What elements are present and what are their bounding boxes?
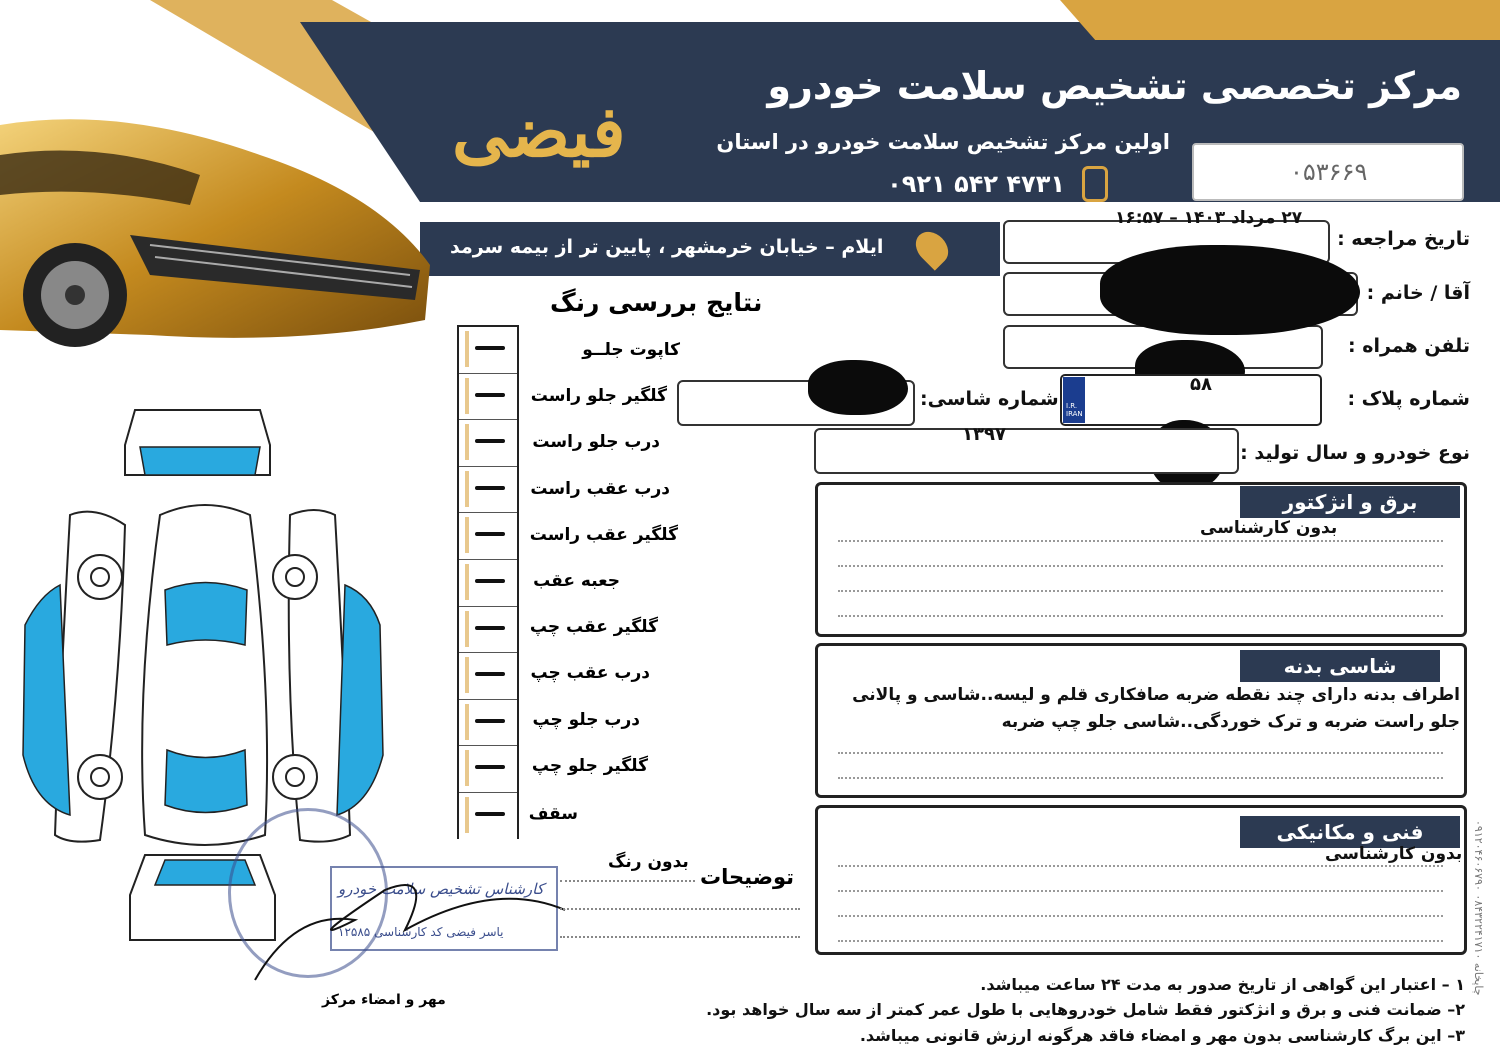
dotted-line <box>838 915 1443 917</box>
chassis-label: شماره شاسی: <box>920 388 1059 410</box>
plate-label: شماره پلاک : <box>1347 388 1470 410</box>
dotted-line <box>838 615 1443 617</box>
brand-name: فیضی <box>452 90 626 173</box>
paint-label-trunk: جعبه عقب <box>533 571 620 591</box>
dotted-line <box>560 908 800 910</box>
dotted-line <box>838 565 1443 567</box>
subtitle: اولین مرکز تشخیص سلامت خودرو در استان <box>716 130 1170 154</box>
dotted-line <box>838 752 1443 754</box>
address-text: ایلام – خیابان خرمشهر ، پایین تر از بیمه سرمد <box>450 236 884 258</box>
footer-note-2: ۲– ضمانت فنی و برق و انژکتور فقط شامل خودروهایی با طول عمر کمتر از سه سال خواهد بود. <box>706 1000 1465 1019</box>
paint-label-rear-right-fender: گلگیر عقب راست <box>529 525 678 545</box>
gold-car-illustration <box>0 85 440 355</box>
dotted-line <box>838 777 1443 779</box>
redaction-scribble <box>1100 245 1360 335</box>
section-mechanical-title: فنی و مکانیکی <box>1240 816 1460 848</box>
plate-region: I.R. IRAN <box>1066 402 1083 418</box>
section-body-text: اطراف بدنه دارای چند نقطه ضربه صافکاری قلم و لیسه..شاسی و پالانی جلو راست ضربه و ترک خوردگی..شاسی جلو چپ ضربه <box>852 685 1460 732</box>
paint-results-title: نتایج بررسی رنگ <box>550 288 763 317</box>
redaction-scribble <box>808 360 908 415</box>
model-label: نوع خودرو و سال تولید : <box>1240 442 1470 464</box>
paint-label-rear-left-fender: گلگیر عقب چپ <box>529 617 658 637</box>
stamp-subtext: یاسر فیضی کد کارشناسی ۱۲۵۸۵ <box>338 925 504 939</box>
paint-label-roof: سقف <box>528 804 578 824</box>
plate-value: ۵۸ <box>1190 374 1212 395</box>
dotted-line <box>838 940 1443 942</box>
model-year: ۱۳۹۷ <box>962 424 1006 445</box>
notes-label: توضیحات <box>700 865 795 889</box>
mobile-label: تلفن همراه : <box>1348 335 1470 357</box>
paint-label-rear-right-door: درب عقب راست <box>530 479 670 499</box>
gold-stripe-decor-right <box>1060 0 1500 40</box>
model-field[interactable] <box>814 428 1239 474</box>
paint-label-front-right-door: درب جلو راست <box>532 432 660 452</box>
dotted-line <box>560 936 800 938</box>
section-electrical-text: بدون کارشناسی <box>1200 518 1338 538</box>
section-mechanical-text: بدون کارشناسی <box>1325 844 1463 864</box>
footer-note-3: ۳– این برگ کارشناسی بدون مهر و امضاء فاقد هرگونه ارزش قانونی میباشد. <box>859 1026 1465 1045</box>
seal-signature-label: مهر و امضاء مرکز <box>322 992 446 1008</box>
dotted-line <box>560 880 695 882</box>
date-label: تاریخ مراجعه : <box>1337 228 1470 250</box>
paint-label-hood: کاپوت جلــو <box>582 340 680 360</box>
date-value: ۲۷ مرداد ۱۴۰۳ – ۱۶:۵۷ <box>1115 208 1303 228</box>
dotted-line <box>838 890 1443 892</box>
printer-code: ۰۹۱۲۰۴۶۰۶۷۹۰ چاپخانه ۰۸۴۳۲۲۴۱۷۱۰ <box>1472 820 1485 996</box>
section-electrical-title: برق و انژکتور <box>1240 486 1460 518</box>
page-title: مرکز تخصصی تشخیص سلامت خودرو <box>767 64 1462 108</box>
dotted-line <box>838 590 1443 592</box>
section-body-title: شاسی بدنه <box>1240 650 1440 682</box>
phone-icon <box>1082 166 1108 202</box>
paint-label-rear-left-door: درب عقب چپ <box>530 663 650 683</box>
paint-label-front-left-door: درب جلو چپ <box>532 710 640 730</box>
stamp-text: کارشناس تشخیص سلامت خودرو <box>338 880 544 898</box>
footer-note-1: ۱ – اعتبار این گواهی از تاریخ صدور به مدت ۲۴ ساعت میباشد. <box>980 975 1465 994</box>
phone-number: ۰۹۲۱ ۵۴۲ ۴۷۳۱ <box>887 170 1065 198</box>
notes-value: بدون رنگ <box>608 852 689 872</box>
paint-label-front-left-fender: گلگیر جلو چپ <box>531 756 648 776</box>
paint-label-front-right-fender: گلگیر جلو راست <box>530 386 667 406</box>
name-label: آقا / خانم : <box>1366 282 1470 304</box>
signature <box>235 850 575 1000</box>
dotted-line <box>838 865 1443 867</box>
serial-number: ۰۵۳۶۶۹ <box>1290 158 1368 186</box>
dotted-line <box>838 540 1443 542</box>
